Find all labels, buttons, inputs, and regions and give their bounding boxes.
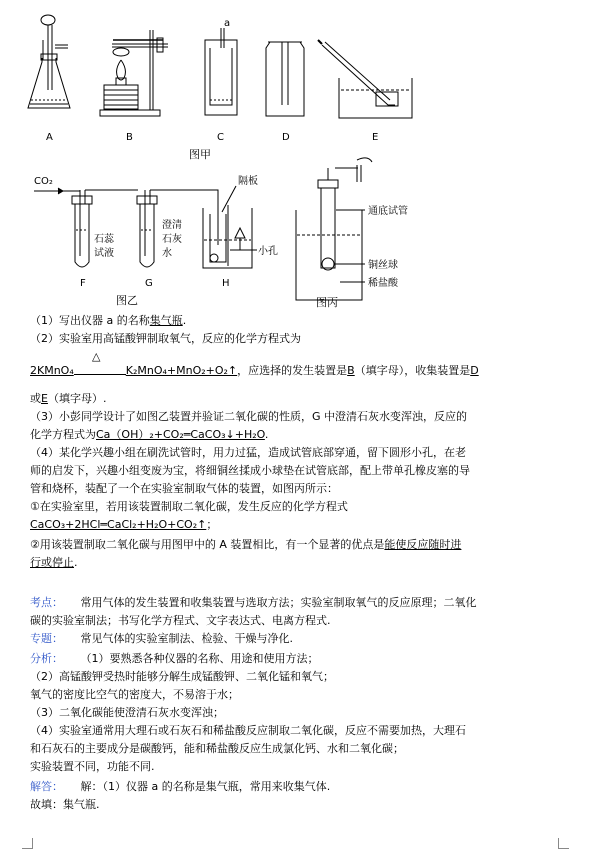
label-f: F bbox=[80, 278, 86, 289]
label-d-app: D bbox=[282, 132, 290, 143]
apparatus-b bbox=[100, 30, 168, 116]
q3-pre: 化学方程式为 bbox=[30, 428, 96, 441]
apparatus-a bbox=[28, 15, 70, 108]
q4-equation-post: ； bbox=[206, 518, 218, 531]
q2-line bbox=[30, 332, 561, 346]
answer-d: D bbox=[470, 364, 479, 377]
label-shiru-2: 试液 bbox=[94, 248, 114, 259]
kaodian-line1 bbox=[30, 596, 561, 610]
fenxi-line2 bbox=[30, 670, 561, 684]
eq1-line bbox=[30, 364, 561, 378]
or-e-line bbox=[30, 392, 561, 406]
eq1-mid: ，应选择的发生装置是 bbox=[237, 364, 348, 377]
q1-line bbox=[30, 314, 561, 328]
fenxi-line5 bbox=[30, 724, 561, 738]
caption-bing: 图丙 bbox=[316, 296, 338, 309]
q4-line7 bbox=[30, 556, 561, 570]
kaodian-text2: 碳的实验室制法；书写化学方程式、文字表达式、电离方程式. bbox=[30, 614, 331, 627]
label-tongdi: 通底试管 bbox=[368, 206, 408, 217]
co2-label: CO₂ bbox=[34, 176, 53, 187]
kaodian-line2 bbox=[30, 614, 561, 628]
label-c-app: C bbox=[217, 132, 224, 143]
apparatus-d bbox=[266, 42, 304, 116]
fenxi-line6 bbox=[30, 742, 561, 756]
corner-mark-bottom-left bbox=[22, 838, 33, 849]
label-b-app: B bbox=[126, 132, 133, 143]
caption-yi: 图乙 bbox=[116, 294, 138, 307]
jieda-label: 解答： bbox=[30, 780, 63, 793]
label-a-instrument: a bbox=[224, 18, 231, 29]
label-h: H bbox=[222, 278, 230, 289]
kaodian-label: 考点： bbox=[30, 596, 63, 609]
label-e-app: E bbox=[372, 132, 379, 143]
fenxi-text4: （3）二氧化碳能使澄清石灰水变浑浊； bbox=[30, 706, 224, 719]
fenxi-text3: 氧气的密度比空气的密度大，不易溶于水； bbox=[30, 688, 239, 701]
q3-answer: Ca（OH）₂+CO₂═CaCO₃↓+H₂O bbox=[96, 428, 265, 441]
q4-answer-part1: 能使反应随时进 bbox=[384, 538, 462, 551]
circle-1: ① bbox=[30, 500, 40, 513]
eq1-arrow bbox=[74, 368, 126, 375]
circle-2: ② bbox=[30, 538, 40, 551]
q4-answer-post: . bbox=[74, 556, 78, 569]
label-xiyan: 稀盐酸 bbox=[368, 278, 398, 289]
q4-line4 bbox=[30, 500, 561, 514]
apparatus-c bbox=[205, 28, 237, 115]
q4-line5 bbox=[30, 518, 561, 532]
label-xiaokong: 小孔 bbox=[258, 246, 278, 257]
q4-line3 bbox=[30, 482, 561, 496]
label-geban: 隔板 bbox=[238, 176, 258, 187]
fenxi-line3 bbox=[30, 688, 561, 702]
q4-line1 bbox=[30, 446, 561, 460]
jieda-text2: 故填：集气瓶. bbox=[30, 798, 100, 811]
corner-mark-bottom-right bbox=[558, 838, 569, 849]
fenxi-text6: 和石灰石的主要成分是碳酸钙，能和稀盐酸反应生成氯化钙、水和二氧化碳； bbox=[30, 742, 404, 755]
jieda-line2 bbox=[30, 798, 561, 812]
fenxi-text2: （2）高锰酸钾受热时能够分解生成锰酸钾、二氧化锰和氧气； bbox=[30, 670, 334, 683]
q1-prefix: （1）写出仪器 a 的名称 bbox=[30, 314, 150, 327]
jieda-text1: 解：（1）仪器 a 的名称是集气瓶，常用来收集气体. bbox=[80, 780, 331, 793]
or-e-post: （填字母）. bbox=[47, 392, 107, 405]
fenxi-label: 分析： bbox=[30, 652, 63, 665]
q3-line2 bbox=[30, 428, 561, 442]
label-g: G bbox=[145, 278, 153, 289]
eq1-mid2: （填字母），收集装置是 bbox=[354, 364, 471, 377]
q3-post: . bbox=[264, 428, 269, 441]
q4-text2: 师的启发下，兴趣小组变废为宝，将细铜丝揉成小球垫在试管底部，配上带单孔橡皮塞的导 bbox=[30, 464, 470, 477]
q1-post: . bbox=[182, 314, 187, 327]
fenxi-text7: 实验装置不同，功能不同. bbox=[30, 760, 155, 773]
apparatus-e bbox=[318, 40, 412, 118]
label-a-app: A bbox=[46, 132, 53, 143]
label-shiru-1: 石蕊 bbox=[94, 234, 114, 245]
q3-text1: （3）小彭同学设计了如图乙装置并验证二氧化碳的性质，G 中澄清石灰水变浑浊，反应的 bbox=[30, 410, 468, 423]
kaodian-text1: 常用气体的发生装置和收集装置与选取方法；实验室制取氧气的反应原理；二氧化 bbox=[80, 596, 477, 609]
q4-text6: 用该装置制取二氧化碳与用图甲中的 A 装置相比，有一个显著的优点是 bbox=[39, 538, 385, 551]
apparatus-bing bbox=[296, 158, 372, 300]
q2-text: （2）实验室用高锰酸钾制取氧气，反应的化学方程式为 bbox=[30, 332, 301, 345]
delta-symbol: △ bbox=[92, 350, 101, 363]
beaker-h bbox=[203, 205, 252, 268]
fenxi-line4 bbox=[30, 706, 561, 720]
label-cheng-1: 澄清 bbox=[162, 220, 182, 231]
fenxi-text1: （1）要熟悉各种仪器的名称、用途和使用方法； bbox=[80, 652, 319, 665]
eq1-left: 2KMnO₄ bbox=[30, 364, 74, 377]
delta-line bbox=[92, 350, 561, 364]
answer-b: B bbox=[347, 364, 355, 377]
answer-e: E bbox=[41, 392, 48, 405]
q4-line6 bbox=[30, 538, 561, 552]
or-e-pre: 或 bbox=[30, 392, 41, 405]
figures-svg bbox=[0, 0, 591, 320]
q4-equation: CaCO₃+2HCl═CaCl₂+H₂O+CO₂↑ bbox=[30, 518, 207, 531]
label-tongsi: 铜丝球 bbox=[368, 260, 398, 271]
eq1-right: K₂MnO₄+MnO₂+O₂↑ bbox=[125, 364, 238, 377]
zhuanti-text: 常见气体的实验室制法、检验、干燥与净化. bbox=[80, 632, 293, 645]
q4-text3: 管和烧杯，装配了一个在实验室制取气体的装置，如图丙所示： bbox=[30, 482, 338, 495]
zhuanti-label: 专题： bbox=[30, 632, 63, 645]
q4-text4: 在实验室里，若用该装置制取二氧化碳，发生反应的化学方程式 bbox=[39, 500, 348, 513]
q4-text1: （4）某化学兴趣小组在刷洗试管时，用力过猛，造成试管底部穿通，留下圆形小孔，在老 bbox=[30, 446, 466, 459]
q4-answer-part2: 行或停止 bbox=[30, 556, 74, 569]
caption-jia: 图甲 bbox=[189, 148, 211, 161]
q4-line2 bbox=[30, 464, 561, 478]
fenxi-line7 bbox=[30, 760, 561, 774]
zhuanti-line bbox=[30, 632, 561, 646]
q3-line1 bbox=[30, 410, 561, 424]
label-cheng-2: 石灰 bbox=[162, 234, 182, 245]
q1-answer: 集气瓶 bbox=[149, 314, 183, 327]
fenxi-text5: （4）实验室通常用大理石或石灰石和稀盐酸反应制取二氧化碳，反应不需要加热，大理石 bbox=[30, 724, 466, 737]
jieda-line1 bbox=[30, 780, 561, 794]
fenxi-line1 bbox=[30, 652, 561, 666]
label-cheng-3: 水 bbox=[162, 248, 172, 259]
